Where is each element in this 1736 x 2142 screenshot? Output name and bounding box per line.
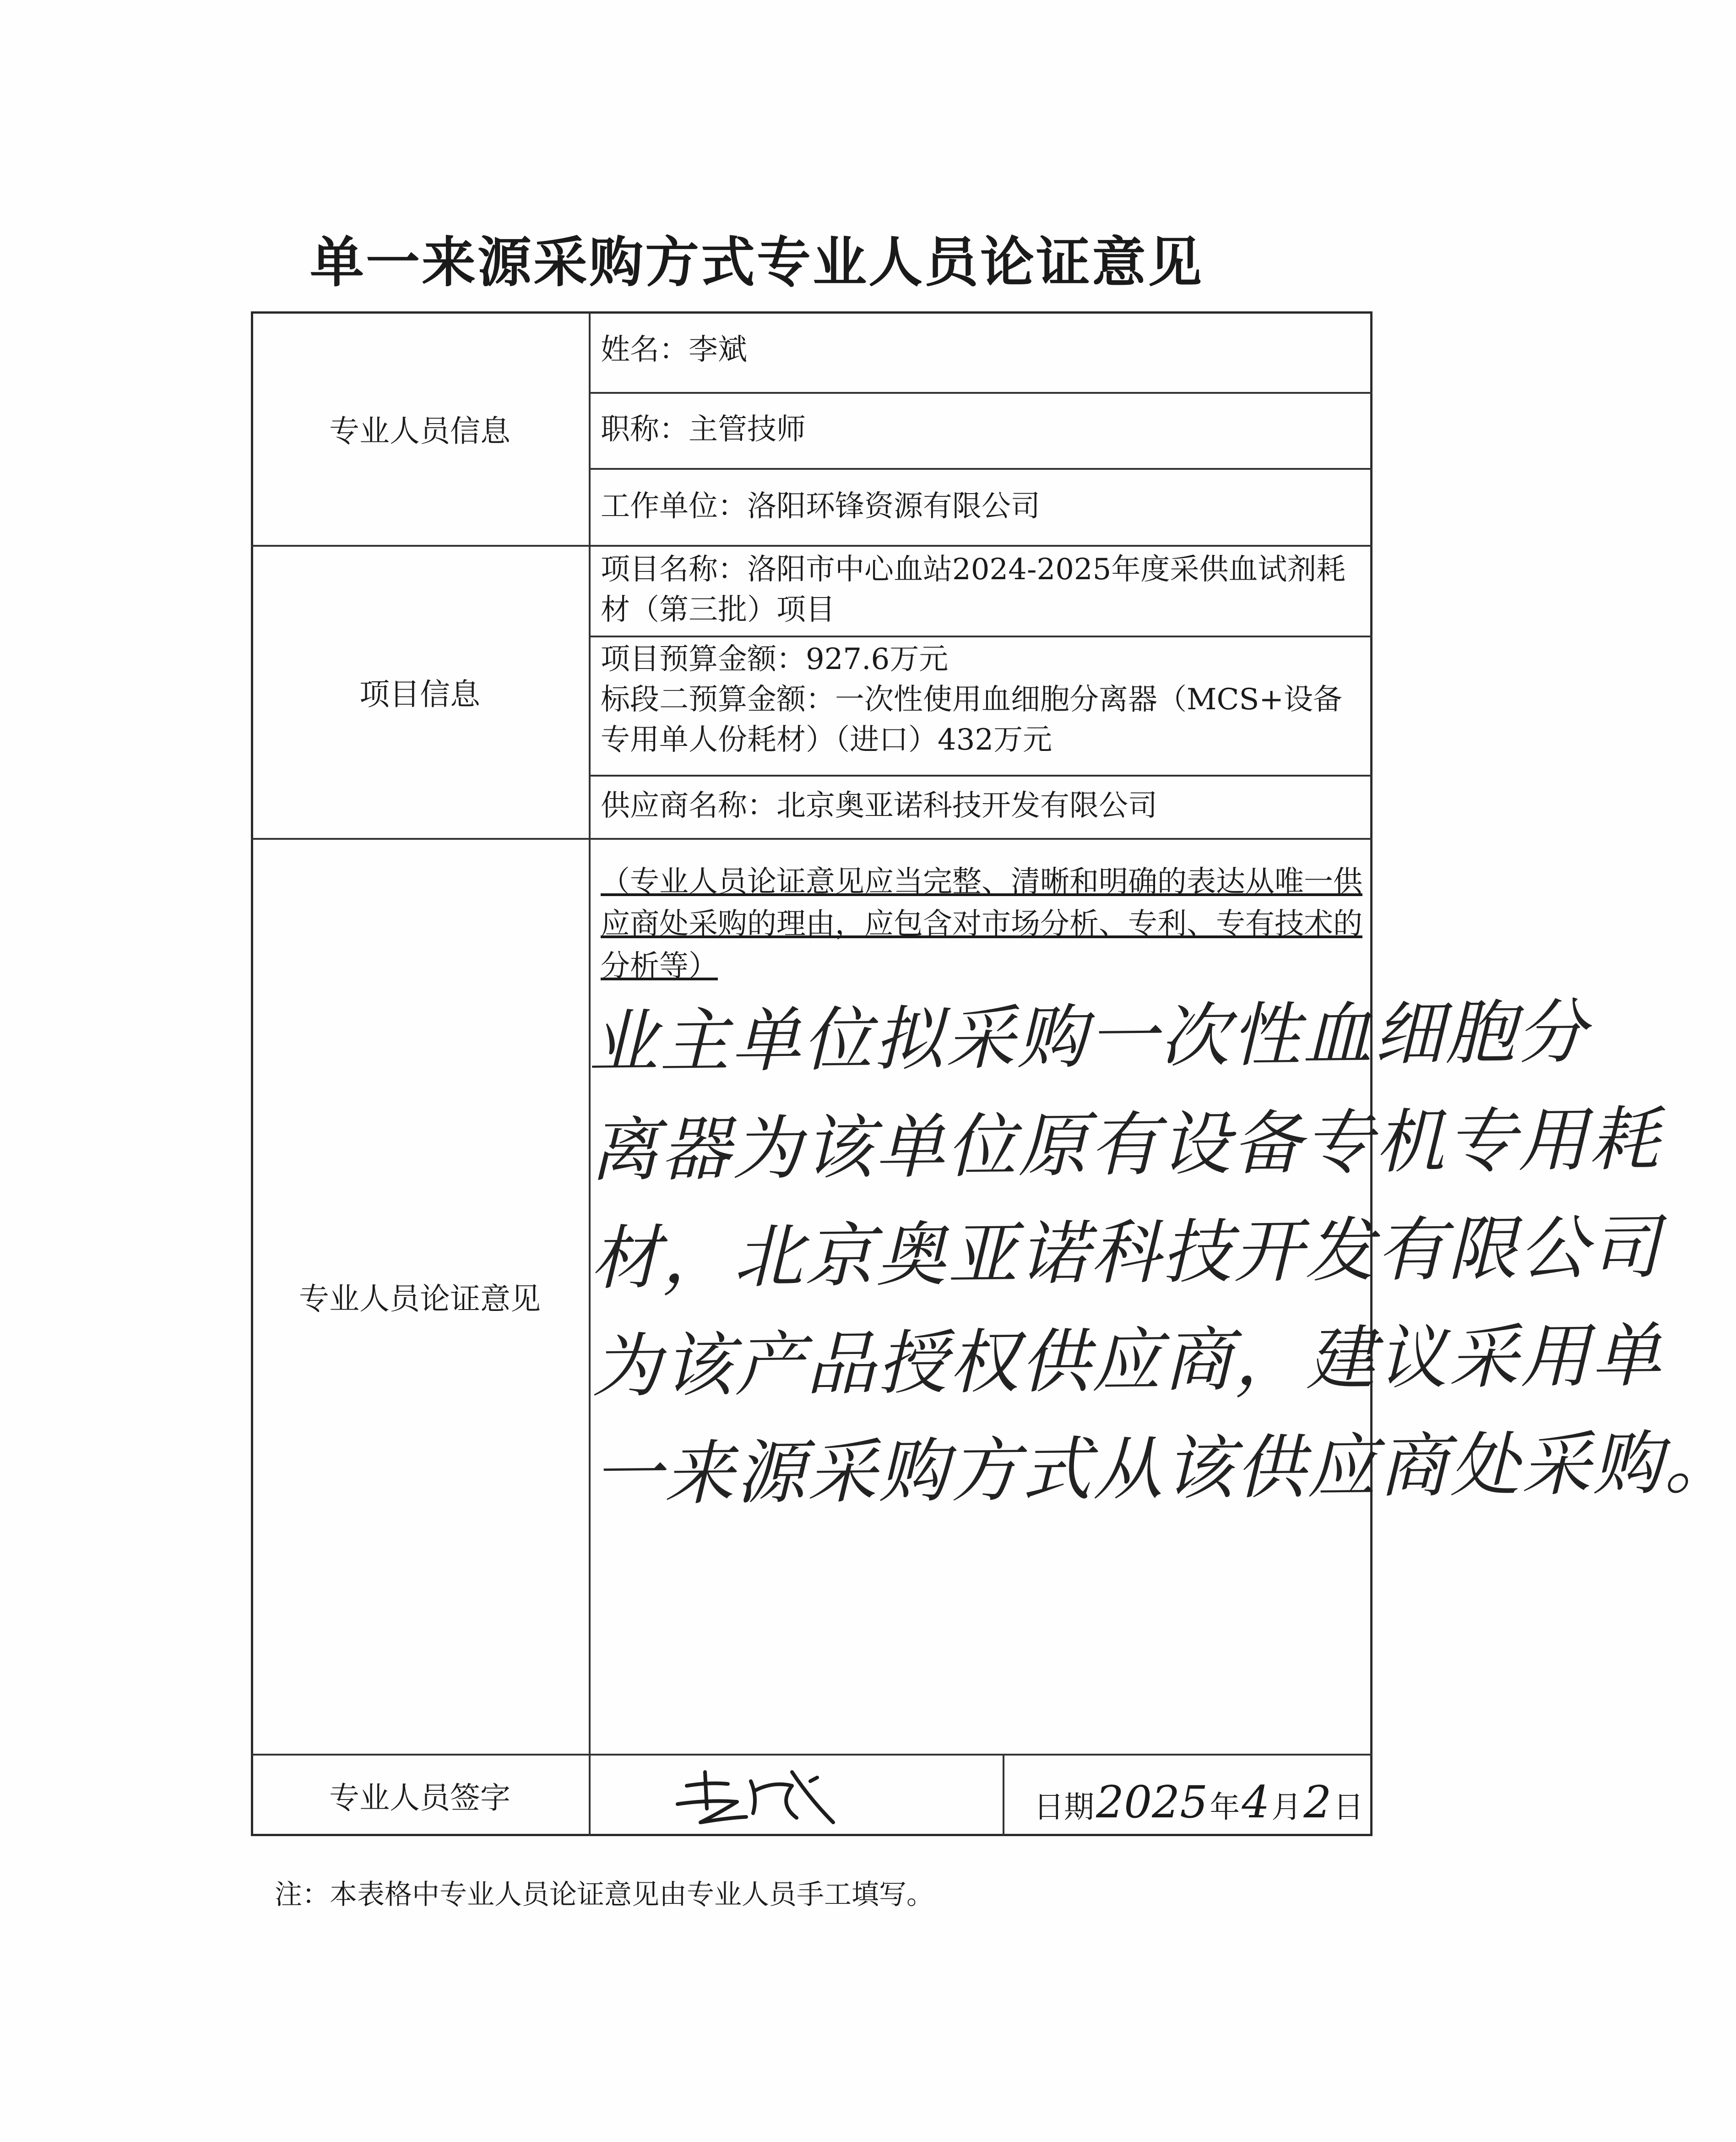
- project-info-label: 项目信息: [359, 676, 480, 712]
- handwritten-line: 离器为该单位原有设备专机专用耗: [589, 1098, 1661, 1191]
- row-divider: [589, 392, 1373, 394]
- date-day-suffix: 日: [1333, 1789, 1364, 1825]
- expert-workplace: 工作单位：洛阳环锋资源有限公司: [601, 489, 1040, 523]
- date-prefix: 日期: [1034, 1789, 1094, 1825]
- expert-title: 职称：主管技师: [601, 413, 806, 446]
- row-divider: [589, 636, 1373, 637]
- signature-date: [1034, 1777, 1363, 1828]
- row-divider: [589, 468, 1373, 470]
- date-year: 2025: [1096, 1777, 1208, 1828]
- date-month-suffix: 月: [1271, 1789, 1302, 1825]
- date-day: 2: [1303, 1777, 1332, 1828]
- project-budget: 项目预算金额：927.6万元: [601, 642, 949, 676]
- handwritten-line: 为该产品授权供应商，建议采用单: [591, 1315, 1664, 1407]
- handwritten-line: 一来源采购方式从该供应商处采购。: [592, 1422, 1736, 1515]
- handwritten-line: 材，北京奥亚诺科技开发有限公司: [590, 1207, 1662, 1299]
- opinion-label: 专业人员论证意见: [299, 1281, 541, 1316]
- date-month: 4: [1242, 1777, 1270, 1828]
- handwritten-line: 业主单位拟采购一次性血细胞分: [588, 991, 1589, 1083]
- lot-budget: 标段二预算金额：一次性使用血细胞分离器（MCS+设备专用单人份耗材）（进口）432万元: [601, 683, 1342, 757]
- date-year-suffix: 年: [1210, 1789, 1240, 1825]
- supplier-name: 供应商名称：北京奥亚诺科技开发有限公司: [601, 789, 1157, 823]
- expert-info-label: 专业人员信息: [329, 413, 510, 449]
- row-divider: [589, 775, 1373, 777]
- page-title: 单一来源采购方式专业人员论证意见: [309, 231, 1204, 294]
- date-divider: [1003, 1754, 1004, 1836]
- project-name: 项目名称：洛阳市中心血站2024-2025年度采供血试剂耗材（第三批）项目: [601, 553, 1346, 627]
- signature-label: 专业人员签字: [329, 1780, 510, 1816]
- expert-name: 姓名：李斌: [601, 333, 747, 367]
- handwritten-opinion: [588, 980, 1736, 1529]
- opinion-instruction: （专业人员论证意见应当完整、清晰和明确的表达从唯一供应商处采购的理由，应包含对市场分析、专利、专有技术的分析等）: [601, 865, 1362, 983]
- handwritten-signature: [659, 1754, 852, 1836]
- footnote: 注：本表格中专业人员论证意见由专业人员手工填写。: [275, 1879, 934, 1911]
